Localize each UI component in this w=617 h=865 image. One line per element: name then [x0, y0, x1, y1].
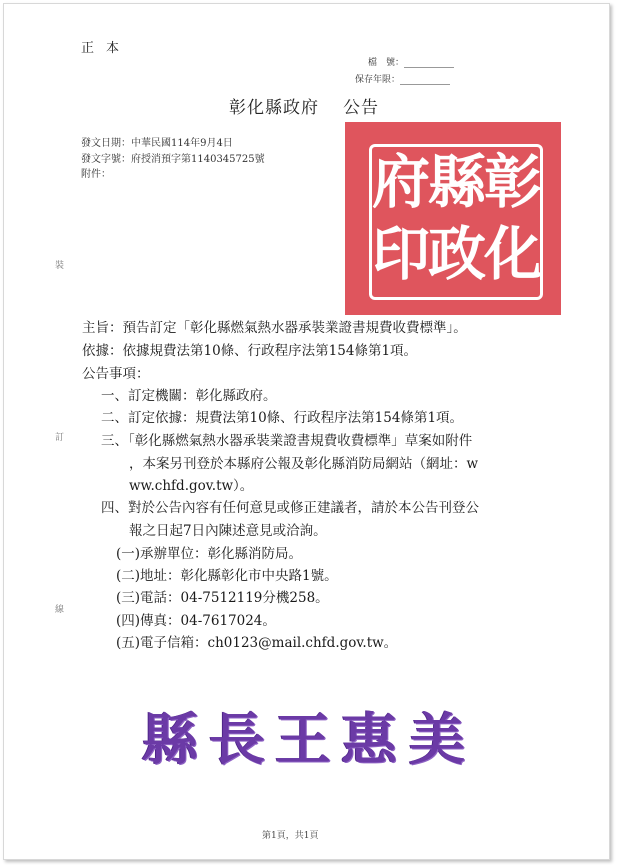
contact-address: (二)地址：彰化縣彰化市中央路1號。: [116, 568, 338, 584]
seal-char: 府: [372, 148, 431, 216]
announcement-items-heading: 公告事項：: [82, 366, 150, 382]
binding-mark-ding: 訂: [55, 433, 65, 443]
seal-char: 彰: [484, 148, 543, 216]
contact-fax: (四)傳真：04-7617024。: [116, 613, 276, 629]
item-3-line-3: ww.chfd.gov.tw）。: [129, 478, 254, 494]
retention-period-field: [355, 72, 450, 85]
item-4-line-2: 報之日起7日內陳述意見或洽詢。: [129, 523, 327, 539]
seal-char: 印: [372, 220, 431, 288]
signature-char: 惠: [341, 707, 397, 773]
issue-number-label: 發文字號：: [81, 154, 131, 165]
file-number-label: 檔 號：: [368, 58, 405, 68]
item-3-line-1: 三、「彰化縣燃氣熱水器承裝業證書規費收費標準」草案如附件: [101, 433, 473, 449]
page-number: 第1頁，共1頁: [262, 831, 319, 841]
basis-line: 依據：依據規費法第10條、行政程序法第154條第1項。: [82, 343, 418, 359]
original-copy-label: 正本: [81, 41, 132, 56]
issuing-organization: 彰化縣政府: [229, 98, 319, 118]
item-1: 一、訂定機關：彰化縣政府。: [101, 388, 277, 404]
attachment-row: [81, 165, 111, 180]
item-4-line-1: 四、對於公告內容有任何意見或修正建議者，請於本公告刊登公: [101, 500, 479, 516]
seal-border: [369, 144, 543, 300]
signature-char: 王: [275, 707, 331, 773]
attachment-label: 附件：: [81, 169, 111, 180]
seal-char: 化: [484, 220, 543, 288]
file-number-field: [368, 55, 454, 68]
issue-date-label: 發文日期：: [81, 138, 131, 149]
seal-char: 縣: [428, 148, 487, 216]
contact-phone: (三)電話：04-7512119分機258。: [116, 590, 329, 606]
issue-date-value: 中華民國114年9月4日: [131, 138, 233, 149]
contact-email: (五)電子信箱：ch0123@mail.chfd.gov.tw。: [116, 635, 398, 651]
item-3-line-2: ，本案另刊登於本縣府公報及彰化縣消防局網站（網址：w: [129, 456, 479, 472]
government-seal: [345, 122, 561, 315]
binding-mark-xian: 線: [55, 605, 65, 615]
retention-period-blank: [400, 75, 450, 85]
file-number-blank: [404, 58, 454, 68]
issue-number-value: 府授消預字第1140345725號: [131, 154, 265, 165]
binding-mark-zhuang: 裝: [55, 261, 65, 271]
contact-unit: (一)承辦單位：彰化縣消防局。: [116, 546, 303, 562]
item-2: 二、訂定依據：規費法第10條、行政程序法第154條第1項。: [101, 410, 464, 426]
seal-char: 政: [428, 220, 487, 288]
subject-line: 主旨：預告訂定「彰化縣燃氣熱水器承裝業證書規費收費標準」。: [82, 320, 467, 336]
issue-number-row: [81, 150, 265, 165]
document-title: [229, 93, 379, 118]
signature-char: 美: [409, 707, 465, 773]
signature-char: 長: [209, 707, 265, 773]
document-type: 公告: [343, 98, 379, 118]
retention-period-label: 保存年限：: [355, 75, 401, 85]
issue-date-row: [81, 134, 233, 149]
signature-char: 縣: [142, 707, 198, 773]
